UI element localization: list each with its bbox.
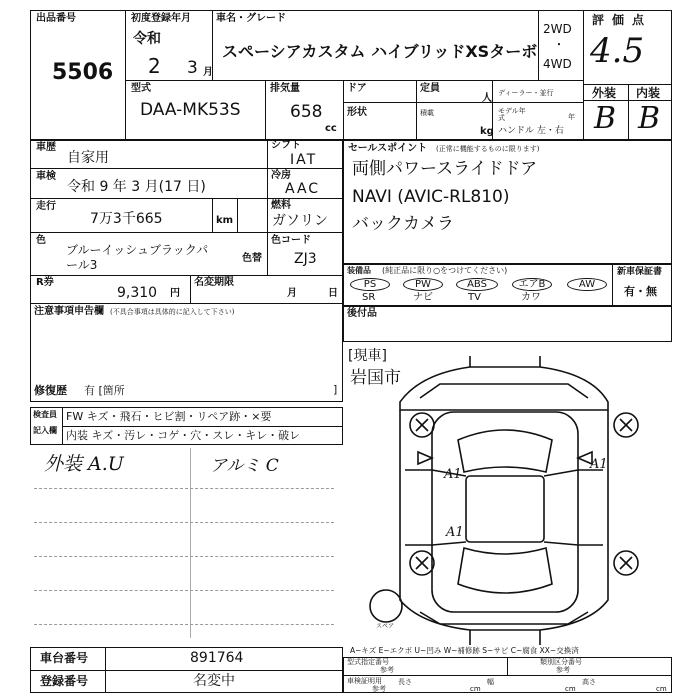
length-cm: cm <box>470 685 481 693</box>
category-label: 類別区分番号 <box>540 658 582 666</box>
load-label: 積載 <box>420 109 434 117</box>
equipment-pw: PW <box>403 278 443 291</box>
reg-label: 登録番号 <box>40 674 89 688</box>
sales-line-3: バックカメラ <box>352 214 454 234</box>
inspector-label-1: 検査員 <box>33 410 57 419</box>
type-cert-ref: 参考 <box>380 666 394 674</box>
repair-value: 有 [箇所 <box>84 384 125 397</box>
repair-close: ] <box>333 383 338 396</box>
displacement-label: 排気量 <box>270 83 300 94</box>
repair-label: 修復歴 <box>34 384 67 397</box>
grade-value: 4.5 <box>590 31 645 71</box>
reg-month-unit: 月 <box>203 67 213 78</box>
inspection-value: 令和 9 年 3 月(17 日) <box>67 179 206 195</box>
mileage-unit: km <box>216 215 234 226</box>
dealer-label: ディーラー・並行 <box>498 89 554 97</box>
color-code-label: 色コード <box>271 235 311 246</box>
sales-line-1: 両側パワースライドドア <box>352 159 538 179</box>
equipment-leather: カワ <box>521 292 541 303</box>
sales-label: セールスポイント <box>348 143 428 154</box>
spare-label: スペア <box>376 623 395 630</box>
capacity-unit: 人 <box>482 93 492 104</box>
handwritten-note-2: アルミ C <box>210 456 279 476</box>
fuel-value: ガソリン <box>272 213 328 229</box>
ac-value: AAC <box>285 181 321 197</box>
damage-mark-rear: A1 <box>446 525 464 540</box>
equipment-tv: TV <box>468 292 481 303</box>
recycle-label: R券 <box>36 277 54 288</box>
inspection-label: 車検 <box>36 171 56 182</box>
color-label: 色 <box>36 235 46 246</box>
name-change-day: 日 <box>328 288 338 299</box>
first-reg-label: 初度登録年月 <box>131 13 191 24</box>
name-change-label: 名変期限 <box>194 277 234 288</box>
fuel-label: 燃料 <box>271 200 291 211</box>
new-cert-label: 新車保証書 <box>617 267 663 277</box>
door-label: ドア <box>347 83 367 94</box>
shift-label: シフト <box>271 140 301 151</box>
inspector-row-1: FW キズ・飛石・ヒビ割・リペア跡・×要 <box>66 410 272 423</box>
shape-label: 形状 <box>347 107 367 118</box>
lot-label: 出品番号 <box>36 13 76 24</box>
category-ref: 参考 <box>556 666 570 674</box>
inspector-label-2: 記入欄 <box>33 426 57 435</box>
equipment-aw: AW <box>567 278 607 291</box>
use-value: 自家用 <box>67 150 109 166</box>
notes-sub: (不具合事項は具体的に記入して下さい) <box>110 308 235 316</box>
equipment-ps: PS <box>350 278 390 291</box>
equipment-navi: ナビ <box>413 292 433 303</box>
color-code-value: ZJ3 <box>294 251 317 267</box>
recycle-unit: 円 <box>170 288 180 299</box>
color-value-2: ール3 <box>66 258 98 272</box>
new-cert-value: 有・無 <box>624 285 657 298</box>
drive-dot: ・ <box>554 40 564 51</box>
damage-legend: A~キズ E~エクボ U~凹み W~補修跡 S~サビ C~腐食 XX~交換済 <box>350 646 579 655</box>
damage-mark-right: A1 <box>590 457 608 472</box>
handle-label: ハンドル 左・右 <box>498 126 564 136</box>
mileage-value: 7万3千665 <box>90 211 163 227</box>
displacement-value: 658 <box>290 102 323 122</box>
cert-label: 車検証明用 <box>347 677 382 685</box>
reg-value: 名変中 <box>193 673 235 689</box>
width-cm: cm <box>565 685 576 693</box>
era: 令和 <box>133 31 161 47</box>
width-label: 幅 <box>487 678 494 686</box>
damage-mark-left: A1 <box>444 467 462 482</box>
equipment-label: 装備品 <box>347 266 371 275</box>
chassis-value: 891764 <box>190 650 244 666</box>
ac-label: 冷房 <box>271 170 291 181</box>
location-label: [現車] <box>348 348 387 364</box>
equipment-abs: ABS <box>456 278 498 291</box>
color-change-label: 色替 <box>242 253 262 264</box>
equipment-airbag: エアB <box>512 278 552 291</box>
chassis-label: 車台番号 <box>40 651 89 665</box>
height-label: 高さ <box>582 678 596 686</box>
reg-year: 2 <box>148 54 161 78</box>
handwritten-note-1: 外装 A.U <box>44 453 124 475</box>
model-year-label: モデル年式 <box>498 107 526 122</box>
interior-grade: B <box>638 101 661 136</box>
equipment-label-sub: (純正品に限り○をつけてください) <box>382 266 508 275</box>
interior-label: 内装 <box>636 86 661 100</box>
height-cm: cm <box>656 685 667 693</box>
recycle-value: 9,310 <box>117 285 158 301</box>
model-label: 車名・グレード <box>216 13 286 24</box>
shift-value: IAT <box>290 152 318 168</box>
type-value: DAA-MK53S <box>140 100 241 120</box>
equipment-sr: SR <box>362 292 376 303</box>
exterior-label: 外装 <box>592 86 617 100</box>
model-year-unit: 年 <box>568 113 575 121</box>
drive-2wd: 2WD <box>543 22 572 36</box>
load-unit: kg <box>480 126 494 137</box>
name-change-month: 月 <box>287 288 297 299</box>
lot-number: 5506 <box>52 60 114 85</box>
grade-label: 評価点 <box>592 13 653 27</box>
use-label: 車歴 <box>36 142 56 153</box>
sales-line-2: NAVI (AVIC-RL810) <box>352 187 510 207</box>
sales-label-sub: (正常に機能するものに限ります) <box>436 145 540 153</box>
aftermarket-label: 後付品 <box>347 308 377 319</box>
cert-ref: 参考 <box>372 685 386 693</box>
notes-label: 注意事項申告欄 <box>34 306 104 317</box>
location-value: 岩国市 <box>350 368 401 388</box>
inspector-row-2: 内装 キズ・汚レ・コゲ・穴・スレ・キレ・破レ <box>66 429 301 442</box>
length-label: 長さ <box>398 678 412 686</box>
displacement-unit: cc <box>325 123 337 134</box>
color-value-1: ブルーイッシュブラックパ <box>66 243 209 257</box>
type-cert-label: 型式指定番号 <box>347 658 389 666</box>
model-name: スペーシアカスタム ハイブリッドXSターボ <box>222 42 538 61</box>
type-label: 型式 <box>131 83 151 94</box>
capacity-label: 定員 <box>420 83 440 94</box>
reg-month: 3 <box>187 58 198 78</box>
drive-4wd: 4WD <box>543 57 572 71</box>
mileage-label: 走行 <box>36 201 56 212</box>
exterior-grade: B <box>594 101 617 136</box>
